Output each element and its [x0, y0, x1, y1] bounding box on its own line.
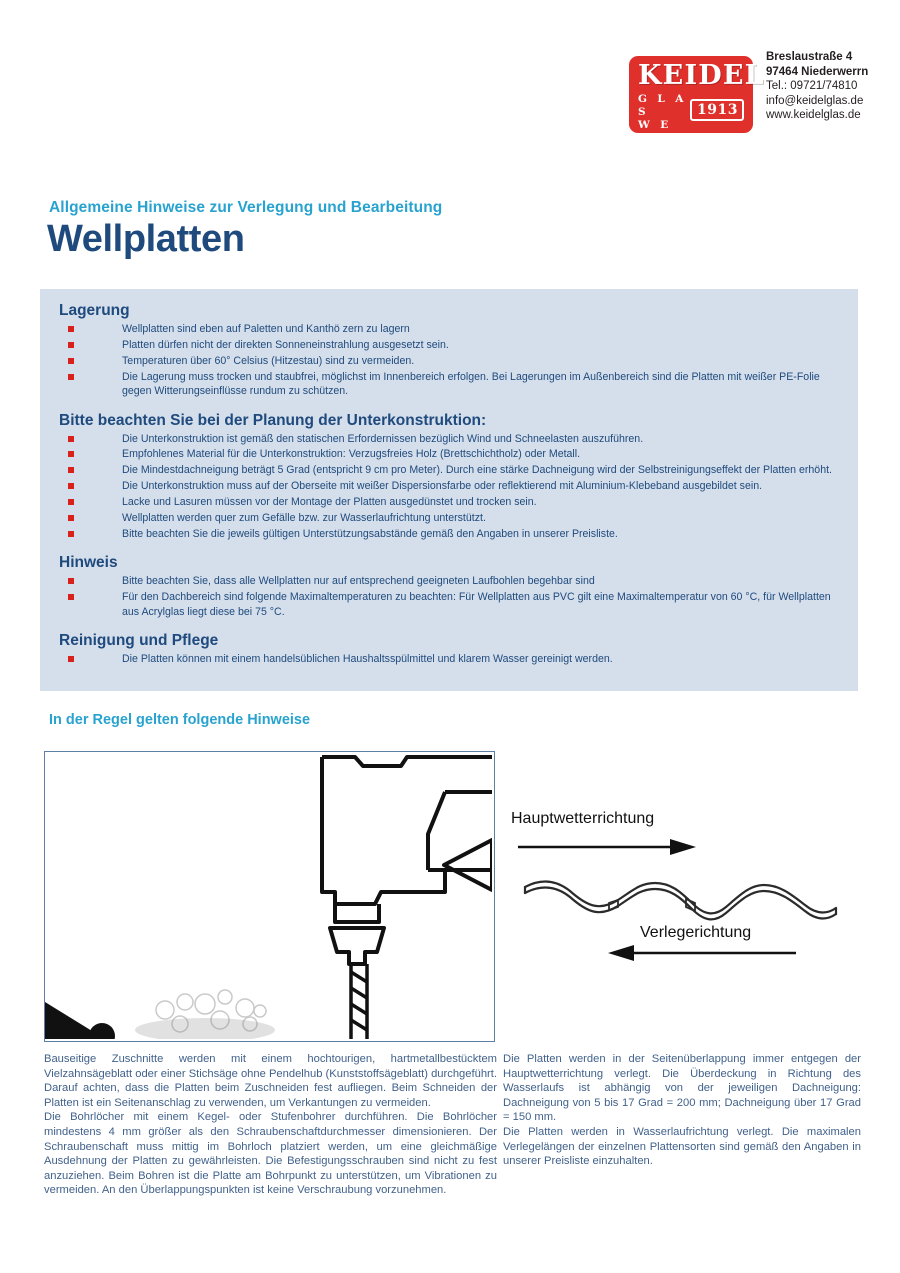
logo-lower-row [638, 93, 746, 145]
laying-direction-diagram [500, 795, 890, 965]
logo-subtext-line1: G L A S [638, 93, 687, 118]
list-item: Lacke und Lasuren müssen vor der Montage der Platten ausgedünstet und trocken sein. [59, 495, 846, 509]
info-panel [40, 289, 858, 691]
bullet-list-lagerung [59, 322, 846, 399]
contact-website[interactable]: www.keidelglas.de [766, 109, 861, 122]
logo-brand-text: KEIDEL [638, 60, 765, 91]
label-verlegerichtung: Verlegerichtung [640, 924, 752, 941]
list-item: Wellplatten werden quer zum Gefälle bzw. zur Wasserlaufrichtung unterstützt. [59, 511, 846, 525]
body-text-right-column [503, 1052, 861, 1169]
bullet-list-unterkonstruktion [59, 432, 846, 542]
bullet-list-reinigung [59, 652, 846, 666]
body-text-left-column [44, 1052, 497, 1198]
page-title: Wellplatten [47, 218, 245, 260]
drill-chuck-icon [330, 904, 384, 964]
list-item: Bitte beachten Sie die jeweils gültigen Unterstützungsabstände gemäß den Angaben in unserer Preisliste. [59, 527, 846, 541]
section-heading-reinigung: Reinigung und Pflege [59, 632, 219, 650]
arrow-left-icon [608, 945, 796, 961]
contact-email[interactable]: info@keidelglas.de [766, 94, 864, 107]
list-item: Die Unterkonstruktion muss auf der Oberseite mit weißer Dispersionsfarbe oder reflektierend mit Aluminium-Klebeband ausgebildet sein. [59, 479, 846, 493]
contact-street: Breslaustraße 4 [766, 51, 853, 63]
paragraph: Die Bohrlöcher mit einem Kegel- oder Stufenbohrer durchführen. Die Bohrlöcher mindestens 4 mm größer als den Schraubenschaftdurchmesser dimensionieren. Der Schraubenschaft muss mittig im Bohrloch platziert werden, um eine gleichmäßige Ausdehnung der Platten zu gewährleisten. Die Befestigungsschrauben sind nicht zu fest anzuziehen. Beim Bohren ist die Platte am Bohrpunkt zu unterstützen, um Vibrationen zu vermeiden. An den Überlappungspunkten ist keine Verschraubung vorzunehmen. [44, 1111, 497, 1197]
arrow-right-icon [518, 839, 696, 855]
contact-phone: Tel.: 09721/74810 [766, 80, 858, 93]
list-item: Die Platten können mit einem handelsüblichen Haushaltsspülmittel und klarem Wasser gereinigt werden. [59, 652, 846, 666]
company-logo [629, 56, 765, 144]
list-item: Für den Dachbereich sind folgende Maximaltemperaturen zu beachten: Für Wellplatten aus PVC gilt eine Maximaltemperatur von 60 °C, für Wellplatten aus Acrylglas liegt diese bei 75 °C. [59, 590, 846, 619]
logo-year-badge: 1913 [690, 99, 744, 121]
corrugated-sheet-profile [525, 881, 836, 919]
section-heading-hinweis: Hinweis [59, 554, 118, 572]
page-kicker: Allgemeine Hinweise zur Verlegung und Bearbeitung [49, 199, 443, 216]
info-panel-content [40, 289, 858, 667]
company-contact-block [766, 50, 868, 123]
list-item: Platten dürfen nicht der direkten Sonneneinstrahlung ausgesetzt sein. [59, 338, 846, 352]
saw-blade-icon [45, 808, 308, 1039]
section-heading-regel: In der Regel gelten folgende Hinweise [49, 712, 311, 728]
drill-icon [322, 757, 492, 904]
list-item: Wellplatten sind eben auf Paletten und Kanthö zern zu lagern [59, 322, 846, 336]
screw-thread-icon [351, 964, 367, 1039]
page-header [0, 50, 900, 160]
saw-blade-and-drill-illustration [44, 751, 495, 1042]
section-heading-unterkonstruktion: Bitte beachten Sie bei der Planung der Unterkonstruktion: [59, 411, 487, 429]
label-hauptwetterrichtung: Hauptwetterrichtung [511, 810, 655, 827]
paragraph: Die Platten werden in Wasserlaufrichtung verlegt. Die maximalen Verlegelängen der einzelnen Plattensorten sind gemäß den Angaben in unserer Preisliste einzuhalten. [503, 1125, 861, 1168]
wave-direction-svg [500, 795, 890, 965]
list-item: Temperaturen über 60° Celsius (Hitzestau) sind zu vermeiden. [59, 354, 846, 368]
trigger-arrow-icon [444, 840, 492, 890]
list-item: Empfohlenes Material für die Unterkonstruktion: Verzugsfreies Holz (Brettschichtholz) oder Metall. [59, 447, 846, 461]
bullet-list-hinweis [59, 574, 846, 619]
saw-drill-svg [45, 752, 492, 1039]
logo-subtext [638, 93, 690, 145]
section-heading-lagerung: Lagerung [59, 302, 130, 319]
list-item: Die Mindestdachneigung beträgt 5 Grad (entspricht 9 cm pro Meter). Durch eine stärke Dachneigung wird der Selbstreinigungseffekt der Platten erhöht. [59, 463, 846, 477]
paragraph: Die Platten werden in der Seitenüberlappung immer entgegen der Hauptwetterrichtung verlegt. Die Überdeckung in Richtung des Wasserlaufs ist abhängig von der jeweiligen Dachneigung: Dachneigung von 5 bis 17 Grad = 200 mm; Dachneigung über 17 Grad = 150 mm. [503, 1053, 861, 1124]
logo-subtext-line2: W E R K [638, 119, 672, 144]
list-item: Die Lagerung muss trocken und staubfrei, möglichst im Innenbereich erfolgen. Bei Lagerungen im Außenbereich sind die Platten mit weißer PE-Folie gegen Witterungseinflüsse rundum zu schützen. [59, 370, 846, 399]
list-item: Bitte beachten Sie, dass alle Wellplatten nur auf entsprechend geeigneten Laufbohlen begehbar sind [59, 574, 846, 588]
list-item: Die Unterkonstruktion ist gemäß den statischen Erfordernissen bezüglich Wind und Schneelasten auszuführen. [59, 432, 846, 446]
contact-city: 97464 Niederwerrn [766, 65, 869, 78]
paragraph: Bauseitige Zuschnitte werden mit einem hochtourigen, hartmetallbestücktem Vielzahnsägeblatt oder einer Stichsäge ohne Pendelhub (Kunststoffsägeblatt) durchgeführt. Darauf achten, dass die Platten beim Zuschneiden fest aufliegen. Beim Schneiden der Platten ist ein Seitenanschlag zu verwenden, um Verkantungen zu vermeiden. [44, 1053, 497, 1109]
